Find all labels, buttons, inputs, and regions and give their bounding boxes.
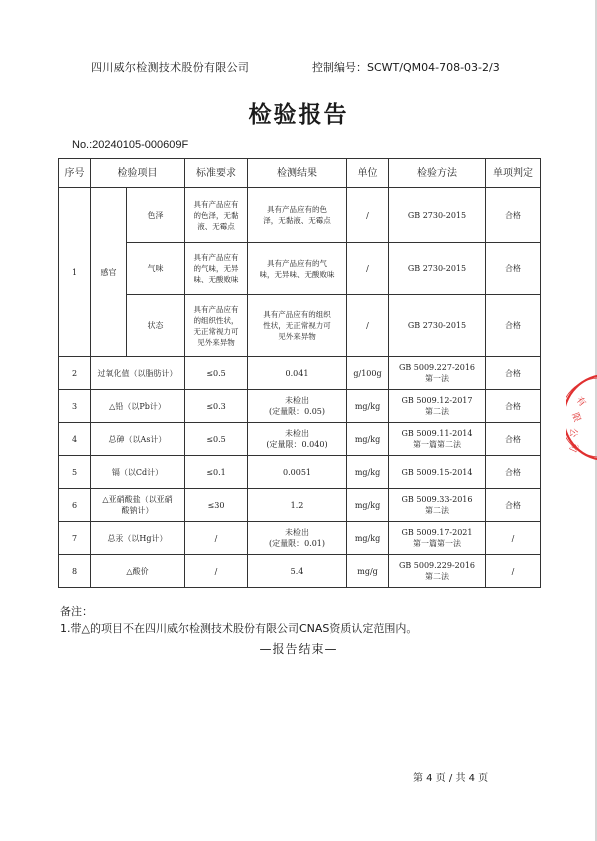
table-header-row (59, 159, 541, 188)
cell-result: 未检出 (定量限：0.01) (248, 522, 347, 555)
table-row (59, 390, 541, 423)
cell-requirement: ≤0.3 (185, 390, 248, 423)
svg-text:有: 有 (573, 395, 588, 409)
table-row (59, 188, 541, 243)
cell-item: 总汞（以Hg计） (91, 522, 185, 555)
cell-verdict: 合格 (486, 456, 541, 489)
cell-no: 1 (59, 188, 91, 357)
cell-unit: mg/kg (347, 489, 389, 522)
cell-result: 具有产品应有的组织 性状，无正常视力可 见外来异物 (248, 295, 347, 357)
svg-text:限: 限 (569, 411, 582, 424)
cell-method: GB 5009.17-2021 第一篇第一法 (389, 522, 486, 555)
cell-no: 8 (59, 555, 91, 588)
table-row (59, 357, 541, 390)
table-row (59, 423, 541, 456)
cell-unit: mg/g (347, 555, 389, 588)
cell-verdict: 合格 (486, 357, 541, 390)
cell-verdict: / (486, 522, 541, 555)
cell-requirement: ≤0.5 (185, 423, 248, 456)
company-name: 四川威尔检测技术股份有限公司 (91, 61, 250, 74)
cell-method: GB 5009.227-2016 第一法 (389, 357, 486, 390)
results-table (58, 158, 541, 588)
col-header-no: 序号 (59, 159, 91, 188)
cell-item: 过氧化值（以脂肪计） (91, 357, 185, 390)
cell-item: △酸价 (91, 555, 185, 588)
cell-verdict: 合格 (486, 390, 541, 423)
company-seal (566, 370, 597, 465)
control-number: 控制编号：SCWT/QM04-708-03-2/3 (312, 61, 500, 74)
cell-item: △亚硝酸盐（以亚硝 酸钠计） (91, 489, 185, 522)
cell-result: 未检出 (定量限：0.040) (248, 423, 347, 456)
cell-verdict: 合格 (486, 188, 541, 243)
cell-method: GB 5009.12-2017 第二法 (389, 390, 486, 423)
cell-unit: mg/kg (347, 522, 389, 555)
col-header-unit: 单位 (347, 159, 389, 188)
cell-group: 感官 (91, 188, 127, 357)
cell-unit: g/100g (347, 357, 389, 390)
cell-method: GB 2730-2015 (389, 295, 486, 357)
svg-text:公: 公 (567, 427, 578, 438)
cell-result: 具有产品应有的气 味，无异味、无酸败味 (248, 243, 347, 295)
table-row (59, 295, 541, 357)
page-number: 第 4 页 / 共 4 页 (413, 773, 489, 784)
cell-verdict: / (486, 555, 541, 588)
cell-method: GB 5009.15-2014 (389, 456, 486, 489)
report-number: No.:20240105-000609F (72, 139, 189, 151)
col-header-verdict: 单项判定 (486, 159, 541, 188)
cell-item: 总砷（以As计） (91, 423, 185, 456)
cell-item: △铅（以Pb计） (91, 390, 185, 423)
table-row (59, 555, 541, 588)
cell-result: 1.2 (248, 489, 347, 522)
col-header-requirement: 标准要求 (185, 159, 248, 188)
cell-unit: mg/kg (347, 423, 389, 456)
cell-no: 4 (59, 423, 91, 456)
cell-result: 未检出 (定量限：0.05) (248, 390, 347, 423)
cell-unit: mg/kg (347, 456, 389, 489)
cell-result: 5.4 (248, 555, 347, 588)
notes-line: 1.带△的项目不在四川威尔检测技术股份有限公司CNAS资质认定范围内。 (60, 622, 418, 635)
cell-unit: / (347, 295, 389, 357)
report-end-mark: —报告结束— (259, 642, 338, 656)
cell-no: 5 (59, 456, 91, 489)
cell-method: GB 5009.229-2016 第二法 (389, 555, 486, 588)
cell-requirement: ≤0.1 (185, 456, 248, 489)
cell-no: 2 (59, 357, 91, 390)
cell-verdict: 合格 (486, 489, 541, 522)
cell-no: 7 (59, 522, 91, 555)
table-row (59, 456, 541, 489)
col-header-method: 检验方法 (389, 159, 486, 188)
cell-verdict: 合格 (486, 243, 541, 295)
cell-method: GB 5009.11-2014 第一篇第二法 (389, 423, 486, 456)
cell-item: 状态 (127, 295, 185, 357)
cell-result: 0.0051 (248, 456, 347, 489)
cell-requirement: ≤30 (185, 489, 248, 522)
cell-unit: mg/kg (347, 390, 389, 423)
cell-item: 气味 (127, 243, 185, 295)
table-row (59, 489, 541, 522)
cell-method: GB 5009.33-2016 第二法 (389, 489, 486, 522)
table-row (59, 522, 541, 555)
cell-no: 3 (59, 390, 91, 423)
cell-method: GB 2730-2015 (389, 243, 486, 295)
cell-verdict: 合格 (486, 295, 541, 357)
cell-verdict: 合格 (486, 423, 541, 456)
notes-title: 备注： (60, 605, 93, 618)
cell-result: 具有产品应有的色 泽，无黏液、无霉点 (248, 188, 347, 243)
cell-requirement: / (185, 555, 248, 588)
cell-unit: / (347, 243, 389, 295)
cell-no: 6 (59, 489, 91, 522)
col-header-item: 检验项目 (91, 159, 185, 188)
cell-result: 0.041 (248, 357, 347, 390)
cell-item: 色泽 (127, 188, 185, 243)
col-header-result: 检测结果 (248, 159, 347, 188)
cell-item: 镉（以Cd计） (91, 456, 185, 489)
cell-method: GB 2730-2015 (389, 188, 486, 243)
cell-requirement: 具有产品应有 的组织性状， 无正常视力可 见外来异物 (185, 295, 248, 357)
cell-unit: / (347, 188, 389, 243)
table-row (59, 243, 541, 295)
svg-text:司: 司 (566, 440, 580, 454)
cell-requirement: 具有产品应有 的气味，无异 味、无酸败味 (185, 243, 248, 295)
report-title: 检验报告 (248, 102, 349, 128)
cell-requirement: / (185, 522, 248, 555)
cell-requirement: 具有产品应有 的色泽，无黏 液、无霉点 (185, 188, 248, 243)
cell-requirement: ≤0.5 (185, 357, 248, 390)
